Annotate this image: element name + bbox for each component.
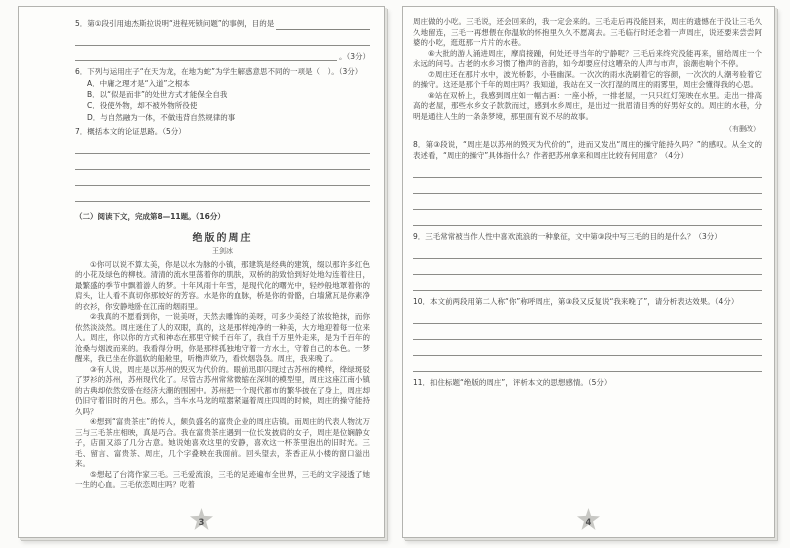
- question-11: 11．扣住标题“绝版的周庄”，评析本文的思想感情。（5分）: [413, 377, 612, 387]
- answer-line-with-score: [75, 46, 370, 61]
- answer-line: [75, 154, 370, 170]
- question-6-option-d: D．与自然融为一体，不做违背自然规律的事: [87, 112, 236, 122]
- answer-line: [75, 138, 370, 154]
- answer-line: [413, 162, 762, 178]
- essay-paragraph: ①你可以说不算太美，你是以水为脉的小镇，那建筑是经典的建筑，缀以那许多红色的小花及绿色的柳枝。清清的流水里荡着你的肌肤，双桥的韵致恰到好处地勾连着往日，最繁盛的季节中飘着游人的梦。十年风雨十年雪，是现代化的曙光中，轻纱般地罩着你的肩头，让人看不真切你那姣好的芳容。水是你的血脉，桥是你的骨骼，白墙黛瓦是你素净的衣衫，你安静地卧在江南的烟雨里。: [75, 259, 370, 311]
- answer-line: [413, 210, 762, 226]
- answer-blank: [276, 20, 370, 30]
- answer-line: [413, 259, 762, 275]
- right-page: [402, 6, 775, 538]
- answer-blank: [75, 46, 337, 61]
- answer-line: [413, 324, 762, 340]
- question-6: 6．下列与运用庄子“在天为龙，在地为蛇”为学生解惑意思不同的一项是（ ）。（3分）: [75, 66, 363, 76]
- abridged-note: （有删改）: [725, 125, 760, 133]
- essay-paragraph: ⑤想起了台湾作家三毛。三毛爱流浪，三毛的足迹遍布全世界，三毛的文字浸透了她一生的心血。三毛依恋周庄吗？吃着: [75, 469, 370, 490]
- question-5: [75, 19, 370, 30]
- essay-author: 王剑冰: [212, 246, 233, 255]
- page-number: 4: [585, 517, 592, 528]
- question-7: 7．概括本文的论证思路。（5分）: [75, 126, 186, 136]
- answer-line: [413, 340, 762, 356]
- essay-title: 绝版的周庄: [192, 232, 253, 244]
- question-6-option-b: B．以“似是而非”的处世方式才能保全自我: [87, 90, 228, 99]
- page-number-badge-left: [190, 508, 214, 532]
- question-6-option-c: C．役使外物，却不被外物所役使: [87, 101, 198, 111]
- section-header: （二）阅读下文，完成第8—11题。（16分）: [75, 211, 225, 221]
- answer-line: [413, 243, 762, 259]
- page-number: 3: [198, 517, 205, 528]
- page-number-badge-right: [577, 508, 601, 532]
- answer-line: [75, 170, 370, 186]
- answer-line: [413, 308, 762, 324]
- answer-line: [413, 194, 762, 210]
- answer-line: [75, 186, 370, 202]
- essay-continuation-paragraph: ⑦周庄还在那片水中，波光桥影，小巷幽深。一次次的雨水洗刷着它的容颜，一次次的人潮考验着它的操守。这还是那个千年的周庄吗？我知道，我站在又一次打湿的周庄的雨雾里，周庄会懂得我的心思。: [413, 69, 762, 89]
- question-6-option-a: A．中庸之理才是“入道”之根本: [87, 78, 190, 88]
- question-10: 10．本文前两段用第二人称“你”称呼周庄，第③段又反复说“我来晚了”，请分析表达效果。（4分）: [413, 296, 739, 306]
- question-5-score: 。（3分）: [338, 51, 370, 61]
- essay-paragraph: ③有人说，周庄是以苏州的毁灭为代价的。眼前迅即闪现过古苏州的模样，绛绿斑驳了罗衫的苏州，苏州现代化了。尽管古苏州常常微缩在深圳的模型里，周庄这座江南小镇的古典却依然安卧在经济大潮的围困中。苏州把一个现代都市的繁华披在了身上，周庄却仍旧守着旧时的月色。那么，当车水马龙的喧嚣紧逼着周庄四周的时候，周庄的操守能持久吗？: [75, 364, 370, 416]
- essay-paragraph: ②我真的不愿看到你，一说美呀，天然去雕饰的美呀，可多少美经了浓妆艳抹，而你依然淡淡然。周庄迷住了人的双眼，真的，这是那样纯净的一种美，大方地迎着每一位来人。周庄，你以你的方式和神态在那里守候千百年了，我自千万里外走来，是为千百年的沧桑与烟波而来的。我看得分明，你是那样孤独地守着一方水土，守着自己的本色。一梦醒来，我已坐在你温软的船舱里，听橹声欸乃，看炊烟袅袅。周庄，我来晚了。: [75, 312, 370, 364]
- left-page: [18, 6, 385, 538]
- essay-continuation-paragraph: ⑧站在双桥上，我感到周庄如一幅古画：一座小桥，一排老屋，一只只红灯笼映在水里。走出一排高高的老屋，那些水乡女子款款而过，感到水乡周庄，是出过一批眉清目秀的好男好女的。周庄的水巷，分明是通往人生的一条条梦境，那里面有说不尽的故事。: [413, 90, 762, 121]
- answer-line: [413, 178, 762, 194]
- answer-line: [75, 30, 370, 46]
- question-5-text: 5．第①段引用迪杰斯拉说明“进程死锁问题”的事例，目的是: [75, 19, 275, 28]
- essay-paragraph: ④想到“富贵茶庄”的传人，颇负盛名的富贵企业的周庄店镇。而周庄的代表人物沈万三与三毛茶庄相映，真是巧合。我在富贵茶庄遇到一位长发披肩的女子，周庄是位娴静女子，店面又添了几分古意。她说她喜欢这里的安静，喜欢这一杯茶里泡出的旧时光。三毛、留言、富贵茶、周庄，几个字叠映在我面前。回头望去，茶香正从小楼的窗口溢出来。: [75, 417, 370, 469]
- essay-continuation-paragraph: ⑥大批的游人涌进周庄，摩肩接踵，何处还寻当年的宁静呢？三毛后来终究没能再来，留给周庄一个永远的问号。古老的水乡习惯了橹声的音韵，如今却要应付这嘈杂的人声与市声，浪潮也响个不停。: [413, 48, 762, 68]
- answer-line: [413, 356, 762, 372]
- question-8: 8．第③段说，“周庄是以苏州的毁灭为代价的”，进而又发出“周庄的操守能持久吗？”的感叹。从全文的表述看，“周庄的操守”具体指什么？作者把苏州拿来和周庄比较有何用意？（4分）: [413, 140, 762, 160]
- essay-continuation-paragraph: 周庄做的小吃。三毛说，还会回来的，我一定会来的。三毛走后再没能回来，周庄的遗憾在于没让三毛久久地留连，三毛一再想偎在你温软的怀抱里久久不愿离去。三毛临行时还念着一声周庄，说还要来尝尝阿婆的小吃，逛逛那一片片的水巷。: [413, 17, 762, 47]
- question-9: 9．三毛常常被当作人性中喜欢流浪的一种象征，文中第③段中写三毛的目的是什么？（3分）: [413, 231, 722, 241]
- answer-line: [413, 275, 762, 291]
